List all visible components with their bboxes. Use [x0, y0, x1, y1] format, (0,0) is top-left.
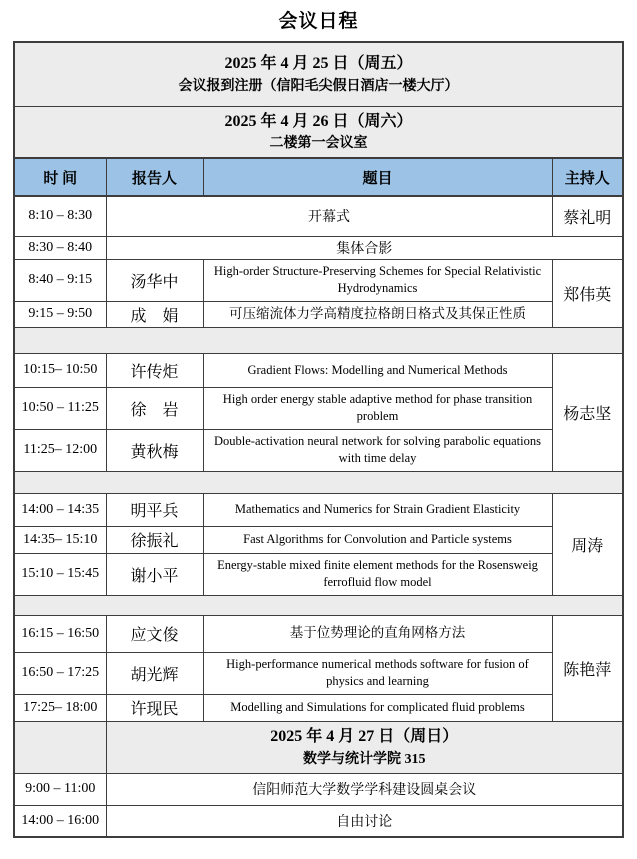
speaker-cell: 成 娟 [106, 301, 203, 327]
title-cell: 信阳师范大学数学学科建设圆桌会议 [106, 773, 623, 805]
date-info: 二楼第一会议室 [269, 136, 368, 152]
session-row [14, 773, 623, 805]
page-title: 会议日程 [278, 11, 359, 32]
column-header-speaker: 报告人 [106, 158, 203, 196]
host-cell: 陈艳萍 [552, 615, 623, 721]
break-row [14, 595, 623, 615]
schedule-table [13, 41, 624, 838]
title-cell: Mathematics and Numerics for Strain Gradient Elasticity [203, 493, 552, 526]
time-cell: 9:15 – 9:50 [14, 301, 106, 327]
session-row [14, 652, 623, 694]
session-row [14, 301, 623, 327]
column-header-title: 题目 [203, 158, 552, 196]
session-row [14, 196, 623, 236]
time-cell: 10:15– 10:50 [14, 353, 106, 387]
title-cell: Fast Algorithms for Convolution and Particle systems [203, 526, 552, 553]
session-row [14, 553, 623, 595]
title-cell: 开幕式 [106, 196, 552, 236]
time-cell: 8:30 – 8:40 [14, 236, 106, 259]
date-cell [106, 721, 623, 773]
time-cell: 14:00 – 14:35 [14, 493, 106, 526]
date-text: 2025 年 4 月 27 日（周日） [270, 727, 459, 745]
host-cell: 杨志坚 [552, 353, 623, 471]
time-cell: 8:10 – 8:30 [14, 196, 106, 236]
speaker-cell: 应文俊 [106, 615, 203, 652]
session-row [14, 236, 623, 259]
title-cell: High-performance numerical methods software for fusion of physics and learning [203, 652, 552, 694]
session-row [14, 493, 623, 526]
time-cell: 15:10 – 15:45 [14, 553, 106, 595]
date-row-apr26 [14, 106, 623, 158]
time-cell: 14:35– 15:10 [14, 526, 106, 553]
speaker-cell: 汤华中 [106, 259, 203, 301]
date-text: 2025 年 4 月 25 日（周五） [224, 55, 413, 73]
time-cell: 14:00 – 16:00 [14, 805, 106, 837]
break-row [14, 471, 623, 493]
session-row [14, 387, 623, 429]
date-row-apr27 [14, 721, 623, 773]
time-cell: 11:25– 12:00 [14, 429, 106, 471]
break-row [14, 327, 623, 353]
speaker-cell: 许传炬 [106, 353, 203, 387]
date-info: 会议报到注册（信阳毛尖假日酒店一楼大厅） [178, 78, 459, 94]
speaker-cell: 明平兵 [106, 493, 203, 526]
column-header-time: 时 间 [14, 158, 106, 196]
date-text: 2025 年 4 月 26 日（周六） [224, 112, 413, 130]
date-row-apr25 [14, 42, 623, 106]
title-cell: 自由讨论 [106, 805, 623, 837]
time-cell: 9:00 – 11:00 [14, 773, 106, 805]
break-cell [14, 327, 623, 353]
speaker-cell: 徐振礼 [106, 526, 203, 553]
host-cell: 周涛 [552, 493, 623, 595]
title-cell: 可压缩流体力学高精度拉格朗日格式及其保正性质 [203, 301, 552, 327]
session-row [14, 694, 623, 721]
break-cell [14, 471, 623, 493]
title-cell: 集体合影 [106, 236, 623, 259]
column-header-row [14, 158, 623, 196]
speaker-cell: 徐 岩 [106, 387, 203, 429]
title-cell: Energy-stable mixed finite element methods for the Rosensweig ferrofluid flow model [203, 553, 552, 595]
time-cell: 17:25– 18:00 [14, 694, 106, 721]
date-cell [14, 106, 623, 158]
time-cell: 8:40 – 9:15 [14, 259, 106, 301]
session-row [14, 429, 623, 471]
title-cell: 基于位势理论的直角网格方法 [203, 615, 552, 652]
host-cell: 蔡礼明 [552, 196, 623, 236]
speaker-cell: 胡光辉 [106, 652, 203, 694]
title-cell: Double-activation neural network for solving parabolic equations with time delay [203, 429, 552, 471]
session-row [14, 805, 623, 837]
date-cell [14, 42, 623, 106]
session-row [14, 526, 623, 553]
title-cell: Gradient Flows: Modelling and Numerical Methods [203, 353, 552, 387]
session-row [14, 615, 623, 652]
host-cell: 郑伟英 [552, 259, 623, 327]
time-cell: 16:15 – 16:50 [14, 615, 106, 652]
title-cell: High order energy stable adaptive method for phase transition problem [203, 387, 552, 429]
title-cell: High-order Structure-Preserving Schemes for Special Relativistic Hydrodynamics [203, 259, 552, 301]
date-info: 数学与统计学院 315 [303, 751, 426, 767]
empty-cell [14, 721, 106, 773]
speaker-cell: 黄秋梅 [106, 429, 203, 471]
session-row [14, 259, 623, 301]
speaker-cell: 许现民 [106, 694, 203, 721]
title-cell: Modelling and Simulations for complicated fluid problems [203, 694, 552, 721]
session-row [14, 353, 623, 387]
time-cell: 16:50 – 17:25 [14, 652, 106, 694]
break-cell [14, 595, 623, 615]
column-header-host: 主持人 [552, 158, 623, 196]
speaker-cell: 谢小平 [106, 553, 203, 595]
time-cell: 10:50 – 11:25 [14, 387, 106, 429]
